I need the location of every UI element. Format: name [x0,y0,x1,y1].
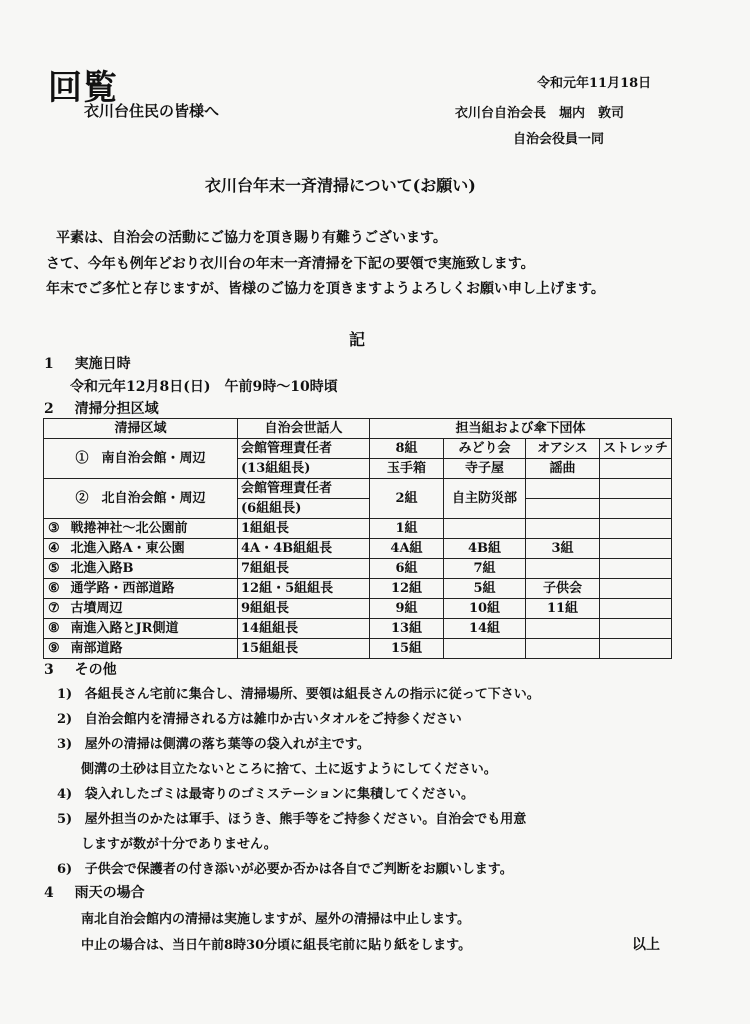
group-cell: 4B組 [444,539,526,559]
area-cell [44,619,238,639]
group-cell: 3組 [526,539,600,559]
area-number: ③ [48,521,60,536]
area-name: 戦捲神社～北公園前 [70,521,188,536]
group-cell: 5組 [444,579,526,599]
intro-line-1: 平素は、自治会の活動にご協力を頂き賜り有難うございます。 [56,230,447,246]
area-cell [44,439,238,479]
section-3-heading [44,659,117,679]
group-cell [600,599,672,619]
group-cell [526,499,600,519]
closing-mark: 以上 [632,937,660,953]
group-cell: 14組 [444,619,526,639]
ki-heading: 記 [349,330,366,349]
table-row [44,599,672,619]
group-cell: 8組 [370,439,444,459]
section-1-number: 1 [44,356,54,372]
addressee: 衣川台住民の皆様へ [84,102,220,120]
leader-cell: 14組組長 [238,619,370,639]
group-cell: 玉手箱 [370,459,444,479]
group-cell [600,499,672,519]
group-cell: 9組 [370,599,444,619]
group-cell: 10組 [444,599,526,619]
group-cell [526,619,600,639]
area-number: ⑧ [48,621,60,636]
group-cell: 寺子屋 [444,459,526,479]
leader-cell: 7組組長 [238,559,370,579]
header-area: 清掃区域 [44,419,238,439]
group-cell [600,579,672,599]
table-row [44,559,672,579]
note-text: 子供会で保護者の付き添いが必要か否かは各自でご判断をお願いします。 [84,862,513,877]
section-4-title: 雨天の場合 [74,885,145,901]
note-item-5 [57,808,526,827]
group-cell: 15組 [370,639,444,659]
group-cell [600,459,672,479]
leader-cell: 12組・5組組長 [238,579,370,599]
table-row [44,479,672,499]
area-number: ⑥ [48,581,60,596]
area-cell [44,479,238,519]
group-cell [444,519,526,539]
area-name: 南部道路 [70,641,123,656]
section-1-detail: 令和元年12月8日(日) 午前9時～10時頃 [70,379,338,395]
group-cell [526,519,600,539]
group-cell: 自主防災部 [444,479,526,519]
table-row [44,579,672,599]
section-2-number: 2 [44,401,54,417]
header-groups: 担当組および傘下団体 [370,419,672,439]
table-row [44,519,672,539]
section-3-number: 3 [44,662,54,678]
area-number: ⑨ [48,641,60,656]
note-number: 2) [57,712,73,727]
cleaning-zone-table [43,418,672,659]
group-cell [526,639,600,659]
group-cell: 1組 [370,519,444,539]
group-cell: 7組 [444,559,526,579]
section-4-number: 4 [44,885,54,901]
group-cell [600,539,672,559]
group-cell: 2組 [370,479,444,519]
note-item-3 [57,733,370,752]
leader-cell: 1組組長 [238,519,370,539]
note-number: 3) [57,737,73,752]
note-number: 1) [57,687,73,702]
group-cell [526,479,600,499]
group-cell [600,619,672,639]
issue-date: 令和元年11月18日 [537,76,652,91]
group-cell: 4A組 [370,539,444,559]
leader-cell: 15組組長 [238,639,370,659]
table-row [44,539,672,559]
note-text: 自治会館内を清掃される方は雑巾か古いタオルをご持参ください [84,712,462,727]
sender-chairman: 衣川台自治会長 堀内 敦司 [455,106,625,121]
area-number: ① [75,451,89,466]
rain-line-1: 南北自治会館内の清掃は実施しますが、屋外の清掃は中止します。 [81,912,470,927]
area-cell [44,599,238,619]
area-name: 南自治会館・周辺 [101,451,206,466]
note-item-4 [57,783,474,802]
note-text: 屋外担当のかたは軍手、ほうき、熊手等をご持参ください。自治会でも用意 [84,812,527,827]
sender-officers: 自治会役員一同 [513,132,605,147]
section-1-heading [44,353,131,373]
area-number: ⑦ [48,601,60,616]
group-cell: 謡曲 [526,459,600,479]
area-name: 通学路・西部道路 [70,581,175,596]
section-2-heading [44,398,159,418]
area-number: ⑤ [48,561,60,576]
section-2-title: 清掃分担区域 [74,401,159,417]
note-number: 5) [57,812,73,827]
note-item-5-cont: しますが数が十分でありません。 [81,837,277,852]
note-text: 屋外の清掃は側溝の落ち葉等の袋入れが主です。 [84,737,370,752]
group-cell [600,639,672,659]
group-cell: 子供会 [526,579,600,599]
area-name: 北進入路B [70,561,134,576]
area-name: 北自治会館・周辺 [101,491,206,506]
table-row [44,619,672,639]
group-cell: 6組 [370,559,444,579]
circular-title: 回覧 [48,68,118,108]
note-text: 各組長さん宅前に集合し、清掃場所、要領は組長さんの指示に従って下さい。 [84,687,540,702]
note-number: 4) [57,787,73,802]
group-cell [600,519,672,539]
table-row [44,639,672,659]
area-cell [44,539,238,559]
area-cell [44,579,238,599]
area-number: ④ [48,541,60,556]
table-header-row [44,419,672,439]
area-name: 古墳周辺 [70,601,123,616]
note-number: 6) [57,862,73,877]
area-cell [44,559,238,579]
document-title: 衣川台年末一斉清掃について(お願い) [205,176,476,195]
group-cell: ストレッチ [600,439,672,459]
note-item-1 [57,683,540,702]
leader-cell: 9組組長 [238,599,370,619]
area-name: 北進入路A・東公園 [70,541,185,556]
leader-cell-line1: 会館管理責任者 [238,479,370,499]
group-cell [600,479,672,499]
leader-cell: 4A・4B組組長 [238,539,370,559]
section-4-heading [44,882,145,902]
group-cell: 13組 [370,619,444,639]
area-cell [44,519,238,539]
group-cell [600,559,672,579]
group-cell: オアシス [526,439,600,459]
note-item-6 [57,858,513,877]
leader-cell-line1: 会館管理責任者 [238,439,370,459]
intro-line-2: さて、今年も例年どおり衣川台の年末一斉清掃を下記の要領で実施致します。 [46,256,535,272]
note-item-3-cont: 側溝の土砂は目立たないところに捨て、土に返すようにしてください。 [81,762,497,777]
rain-line-2: 中止の場合は、当日午前8時30分頃に組長宅前に貼り紙をします。 [81,938,472,953]
note-item-2 [57,708,462,727]
intro-line-3: 年末でご多忙と存じますが、皆様のご協力を頂きますようよろしくお願い申し上げます。 [46,281,605,297]
area-number: ② [75,491,89,506]
group-cell: みどり会 [444,439,526,459]
leader-cell-line2: (6組組長) [238,499,370,519]
group-cell: 12組 [370,579,444,599]
section-1-title: 実施日時 [74,356,131,372]
note-text: 袋入れしたゴミは最寄りのゴミステーションに集積してください。 [84,787,474,802]
area-name: 南進入路とJR側道 [70,621,179,636]
table-row [44,439,672,459]
leader-cell-line2: (13組組長) [238,459,370,479]
group-cell [526,559,600,579]
area-cell [44,639,238,659]
header-leader: 自治会世話人 [238,419,370,439]
group-cell: 11組 [526,599,600,619]
group-cell [444,639,526,659]
section-3-title: その他 [74,662,117,678]
